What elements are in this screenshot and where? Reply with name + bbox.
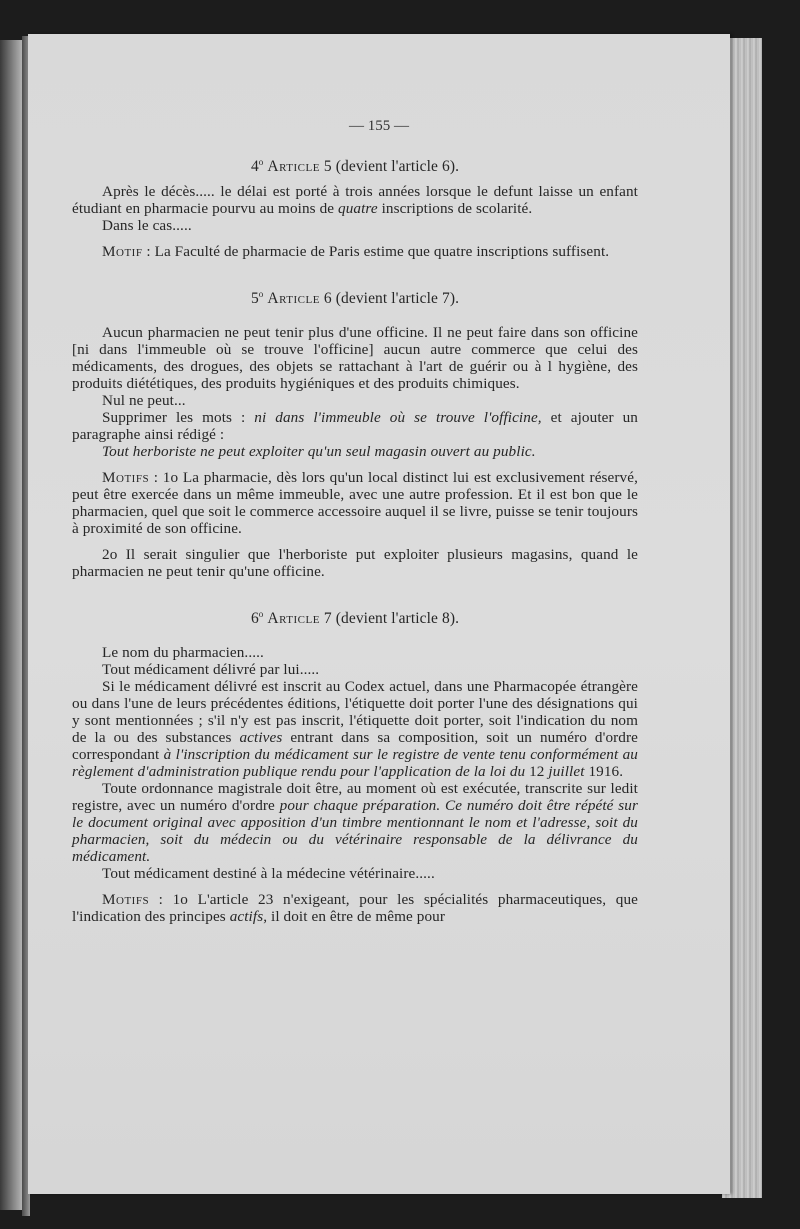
italic-text: juillet — [548, 763, 585, 781]
paragraph-text: entrant dans sa composition, soit un numéro d'ordre correspondant — [72, 729, 638, 764]
heading-rest: 6 (devient l'article 7). — [319, 290, 460, 308]
paragraph — [72, 409, 638, 443]
paragraph — [72, 678, 638, 780]
heading-ordinal: o — [258, 609, 264, 620]
motif-paragraph — [72, 243, 638, 260]
heading-number: 6 — [250, 610, 259, 628]
heading-word: Article — [267, 158, 320, 176]
page-body — [72, 154, 638, 925]
motifs-label: Motifs — [102, 469, 150, 487]
paragraph — [72, 443, 638, 460]
paragraph-text: Si le médicament délivré est inscrit au Codex actuel, dans une Pharmacopée étrangère ou dans l'une de leurs précédentes éditions, l'étiquette doit porter l'une des désignations qui y sont mentionnées ; s'il n'y est pas inscrit, l'étiquette doit porter, soit l'indication du nom de la ou des substances — [72, 678, 638, 747]
motifs-paragraph — [72, 891, 638, 925]
italic-text: à l'inscription du médicament sur le registre de vente tenu conformément au règlement d'administration publique rendu pour l'application de la loi du — [72, 746, 639, 781]
italic-text: actifs — [229, 908, 264, 926]
paragraph-text: Après le décès..... le délai est porté à trois années lorsque le defunt laisse un enfant étudiant en pharmacie pourvu au moins de — [72, 183, 638, 218]
heading-number: 4 — [250, 158, 259, 176]
paragraph-text: inscriptions de scolarité. — [377, 200, 533, 218]
paragraph-text: 1916. — [584, 763, 624, 781]
paragraph: Dans le cas..... — [102, 217, 192, 235]
paragraph: Aucun pharmacien ne peut tenir plus d'une officine. Il ne peut faire dans son officine [ni dans l'immeuble où se trouve l'officine] aucun autre commerce que celui des médicaments, des drogues, des objets se rattachant à l'art de guérir ou à l hygiène, des produits diététiques, des produits hygiéniques et des produits chimiques. — [72, 324, 638, 393]
heading-word: Article — [267, 290, 320, 308]
heading-ordinal: o — [258, 157, 264, 167]
motif-text: : La Faculté de pharmacie de Paris estime que quatre inscriptions suffisent. — [142, 243, 610, 261]
motifs-paragraph — [72, 469, 638, 537]
motifs-text: : 1o La pharmacie, dès lors qu'un local distinct lui est exclusivement réservé, peut être exercée dans un même immeuble, avec une autre profession. Et il est bon que le pharmacien, quel que soit le commerce accessoire auquel il se livre, puisse se tenir toujours à proximité de son officine. — [72, 469, 638, 538]
heading-ordinal: o — [258, 289, 264, 300]
heading-word: Article — [267, 610, 320, 628]
paragraph: Le nom du pharmacien..... — [102, 644, 264, 662]
motif-label: Motif — [102, 243, 143, 261]
page-number: — 155 — — [349, 118, 409, 134]
paragraph — [72, 780, 638, 865]
section-heading-article-6 — [72, 286, 638, 307]
italic-text: pour chaque préparation. Ce numéro doit être répété sur le document original avec apposition d'un timbre mentionnant le nom et l'adresse, soit du pharmacien, soit du médecin ou du vétérinaire responsable de la délivrance du médicament. — [72, 797, 638, 866]
motifs-label: Motifs — [102, 891, 150, 909]
italic-text: actives — [239, 729, 283, 747]
italic-text: quatre — [338, 200, 378, 218]
motifs-text: , il doit en être de même pour — [263, 908, 446, 926]
paragraph — [72, 183, 638, 217]
paragraph-text: 12 — [525, 763, 549, 781]
paragraph-text: Toute ordonnance magistrale doit être, au moment où est exécutée, transcrite sur ledit registre, avec un numéro d'ordre — [72, 780, 638, 815]
book-page — [28, 34, 730, 1194]
section-heading-article-7 — [72, 606, 638, 627]
heading-rest: 7 (devient l'article 8). — [319, 610, 460, 628]
paragraph-text: et ajouter un paragraphe ainsi rédigé : — [72, 409, 638, 444]
paragraph: Nul ne peut... — [102, 392, 186, 410]
heading-rest: 5 (devient l'article 6). — [319, 158, 460, 176]
paragraph-text: Supprimer les mots : — [102, 409, 255, 427]
motifs-text: : 1o L'article 23 n'exigeant, pour les spécialités pharmaceutiques, que l'indication des principes — [72, 891, 638, 926]
section-heading-article-5 — [72, 154, 638, 175]
motifs-paragraph: 2o Il serait singulier que l'herboriste put exploiter plusieurs magasins, quand le pharmacien ne peut tenir qu'une officine. — [72, 546, 638, 581]
heading-number: 5 — [250, 290, 259, 308]
italic-text: Tout herboriste ne peut exploiter qu'un seul magasin ouvert au public. — [102, 443, 536, 461]
paragraph: Tout médicament destiné à la médecine vétérinaire..... — [102, 865, 435, 883]
paragraph: Tout médicament délivré par lui..... — [102, 661, 320, 679]
italic-text: ni dans l'immeuble où se trouve l'officine, — [254, 409, 542, 427]
